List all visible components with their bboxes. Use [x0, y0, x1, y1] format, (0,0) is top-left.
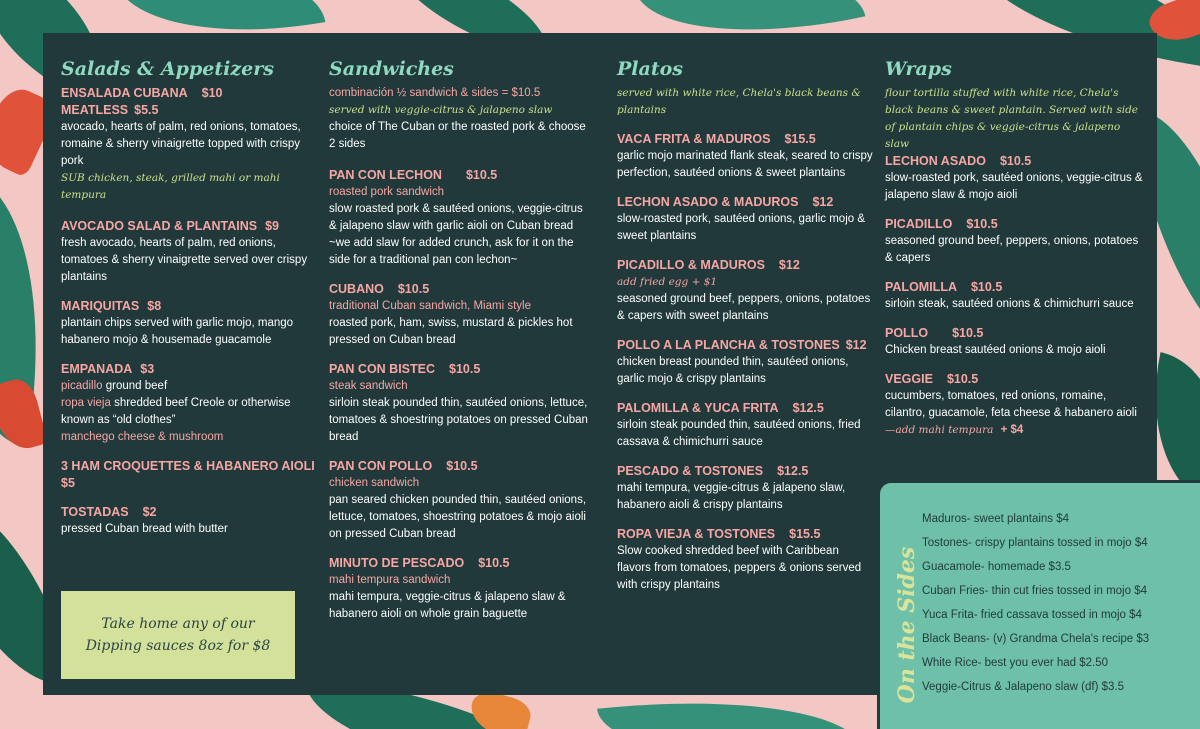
item-description: seasoned ground beef, peppers, onions, potatoes & capers — [885, 235, 1139, 264]
empanada-filling-desc: shredded beef Creole or otherwise known as “old clothes” — [61, 397, 291, 426]
menu-item — [329, 281, 593, 349]
wraps-note: flour tortilla stuffed with white rice, Chela's black beans & sweet plantain. Served with side of plantain chips & veggie-citrus & jalapeno slaw — [885, 87, 1139, 150]
item-name: PAN CON POLLO — [329, 459, 433, 473]
sandwiches-column — [329, 57, 593, 635]
item-price: $15.5 — [784, 132, 816, 146]
hibiscus-flower-decoration — [0, 375, 48, 454]
menu-item — [329, 555, 593, 623]
item-price: $10 — [201, 86, 223, 100]
item-description: Chicken breast sautéed onions & mojo aioli — [885, 344, 1106, 356]
item-description: seasoned ground beef, peppers, onions, potatoes & capers with sweet plantains — [617, 293, 871, 322]
salads-title: Salads & Appetizers — [61, 58, 274, 80]
item-description: chicken breast pounded thin, sautéed onions, garlic mojo & crispy plantains — [617, 356, 849, 385]
menu-item — [61, 458, 319, 492]
item-name: POLLO — [885, 326, 929, 340]
item-description: mahi tempura, veggie-citrus & jalapeno slaw, habanero aioli & crispy plantains — [617, 482, 846, 511]
menu-item — [329, 458, 593, 543]
menu-item — [617, 337, 875, 388]
item-name: PICADILLO & MADUROS — [617, 258, 765, 272]
item-price: $10.5 — [966, 217, 998, 231]
menu-item — [617, 400, 875, 451]
combo-text: combinación ½ sandwich & sides = $10.5 — [329, 87, 541, 99]
menu-item — [61, 504, 319, 538]
item-addon: add fried egg + $1 — [617, 276, 718, 288]
salads-column — [61, 57, 319, 550]
item-name: PESCADO & TOSTONES — [617, 464, 764, 478]
item-subtitle: chicken sandwich — [329, 477, 420, 489]
item-name: PALOMILLA — [885, 280, 957, 294]
item-price: $10.5 — [465, 168, 498, 182]
item-name: EMPANADA — [61, 362, 133, 376]
item-name: PALOMILLA & YUCA FRITA — [617, 401, 779, 415]
item-description: slow-roasted pork, sautéed onions, veggie-citrus & jalapeno slaw & mojo aioli — [885, 172, 1143, 201]
item-price: $12.5 — [792, 401, 824, 415]
menu-item — [885, 371, 1143, 439]
item-name: ROPA VIEJA & TOSTONES — [617, 527, 776, 541]
side-item: Tostones- crispy plantains tossed in mojo $4 — [922, 537, 1148, 549]
item-description: Slow cooked shredded beef with Caribbean flavors from tomatoes, peppers & onions served with crispy plantains — [617, 545, 862, 591]
item-subtitle: roasted pork sandwich — [329, 186, 445, 198]
sides-list — [922, 507, 1192, 699]
item-name: TOSTADAS — [61, 505, 129, 519]
combo-choice: choice of The Cuban or the roasted pork & choose 2 sides — [329, 121, 586, 150]
item-price: $8 — [147, 299, 162, 313]
item-price: $9 — [265, 219, 279, 233]
item-note: SUB chicken, steak, grilled mahi or mahi tempura — [61, 172, 280, 201]
item-name: PAN CON BISTEC — [329, 362, 436, 376]
item-price: $10.5 — [446, 459, 478, 473]
item-description: cucumbers, tomatoes, red onions, romaine, cilantro, guacamole, feta cheese & habanero aioli — [885, 390, 1137, 419]
item-description: sirloin steak, sautéed onions & chimichurri sauce — [885, 298, 1134, 310]
platos-title: Platos — [617, 58, 683, 80]
item-name: MARIQUITAS — [61, 299, 140, 313]
item-name: MINUTO DE PESCADO — [329, 556, 465, 570]
item-price: $12 — [778, 258, 800, 272]
item-name: VACA FRITA & MADUROS — [617, 132, 771, 146]
menu-item — [885, 216, 1143, 267]
sauce-promo-box — [61, 591, 295, 679]
item-price: $12 — [845, 338, 867, 352]
side-item: Maduros- sweet plantains $4 — [922, 513, 1070, 525]
item-price: $12.5 — [777, 464, 809, 478]
side-item: Guacamole- homemade $3.5 — [922, 561, 1071, 573]
item-description: roasted pork, ham, swiss, mustard & pickles hot pressed on Cuban bread — [329, 317, 573, 346]
menu-item — [617, 463, 875, 514]
sides-title: On the Sides — [894, 546, 920, 704]
empanada-filling: manchego cheese & mushroom — [61, 431, 224, 443]
item-description: fresh avocado, hearts of palm, red onions, tomatoes & sherry vinaigrette served over crispy plantains — [61, 237, 308, 283]
wraps-title: Wraps — [885, 58, 952, 80]
side-item: Cuban Fries- thin cut fries tossed in mojo $4 — [922, 585, 1147, 597]
item-name: POLLO A LA PLANCHA & TOSTONES — [617, 338, 840, 352]
item-description: slow-roasted pork, sautéed onions, garlic mojo & sweet plantains — [617, 213, 866, 242]
menu-item — [329, 361, 593, 446]
sandwiches-title: Sandwiches — [329, 58, 454, 80]
item-name: LECHON ASADO — [885, 154, 986, 168]
item-description: plantain chips served with garlic mojo, mango habanero mojo & housemade guacamole — [61, 317, 294, 346]
item-subtitle: steak sandwich — [329, 380, 408, 392]
side-item: White Rice- best you ever had $2.50 — [922, 657, 1109, 669]
item-description: pressed Cuban bread with butter — [61, 523, 228, 535]
item-description: sirloin steak pounded thin, sautéed onions, lettuce, tomatoes & shoestring potatoes on pressed Cuban bread — [329, 397, 588, 443]
side-item: Black Beans- (v) Grandma Chela's recipe $3 — [922, 633, 1150, 645]
menu-item — [617, 526, 875, 594]
menu-item — [617, 194, 875, 245]
item-name: ENSALADA CUBANA — [61, 86, 188, 100]
item-price: $10.5 — [952, 326, 984, 340]
item-price: $15.5 — [789, 527, 821, 541]
item-price: $5.5 — [134, 103, 159, 117]
item-description: pan seared chicken pounded thin, sautéed onions, lettuce, tomatoes, shoestring potatoes & mojo aioli on pressed Cuban bread — [329, 494, 587, 540]
item-addon: —add mahi tempura — [885, 424, 994, 436]
item-name: PICADILLO — [885, 217, 953, 231]
item-price: $10.5 — [478, 556, 510, 570]
item-description: avocado, hearts of palm, red onions, tomatoes, romaine & sherry vinaigrette topped with crispy pork — [61, 121, 301, 167]
item-name: CUBANO — [329, 282, 384, 296]
sandwiches-note: served with veggie-citrus & jalapeno slaw — [329, 104, 553, 116]
menu-item — [885, 153, 1143, 204]
menu-item — [61, 85, 319, 204]
item-name: 3 HAM CROQUETTES & HABANERO AIOLI — [61, 459, 315, 473]
menu-item — [885, 325, 1143, 359]
sauce-promo-text: Take home any of our Dipping sauces 8oz for $8 — [85, 616, 271, 654]
item-price: $10.5 — [397, 282, 430, 296]
item-subtitle: traditional Cuban sandwich, Miami style — [329, 300, 531, 312]
item-price: $10.5 — [449, 362, 481, 376]
sides-panel — [877, 480, 1200, 729]
item-description: sirloin steak pounded thin, sautéed onions, fried cassava & chimichurri sauce — [617, 419, 861, 448]
item-description: slow roasted pork & sautéed onions, veggie-citrus & jalapeno slaw with garlic aioli on Cuban bread ~we add slaw for added crunch, ask for it on the side for a traditional pan con lechon~ — [329, 203, 583, 266]
empanada-filling: picadillo — [61, 380, 103, 392]
item-price: $5 — [61, 476, 75, 490]
item-description: mahi tempura, veggie-citrus & jalapeno slaw & habanero aioli on whole grain baguette — [329, 591, 566, 620]
item-name: PAN CON LECHON — [329, 168, 442, 182]
platos-note: served with white rice, Chela's black beans & plantains — [617, 87, 861, 116]
menu-item — [885, 279, 1143, 313]
menu-item — [617, 131, 875, 182]
item-addon-price: + $4 — [1000, 424, 1024, 436]
item-name: LECHON ASADO & MADUROS — [617, 195, 799, 209]
item-name: AVOCADO SALAD & PLANTAINS — [61, 219, 258, 233]
item-price: $12 — [812, 195, 834, 209]
side-item: Veggie-Citrus & Jalapeno slaw (df) $3.5 — [922, 681, 1124, 693]
menu-item — [61, 218, 319, 286]
menu-item — [61, 298, 319, 349]
item-price: $3 — [140, 362, 155, 376]
item-price: $10.5 — [970, 280, 1003, 294]
side-item: Yuca Frita- fried cassava tossed in mojo $4 — [922, 609, 1142, 621]
platos-column — [617, 57, 875, 606]
menu-item — [329, 167, 593, 269]
wraps-column — [885, 57, 1143, 451]
item-description: garlic mojo marinated flank steak, seared to crispy perfection, sautéed onions & sweet plantains — [617, 150, 873, 179]
empanada-filling-desc: ground beef — [102, 380, 168, 392]
menu-item — [617, 257, 875, 325]
item-price: $2 — [142, 505, 157, 519]
empanada-filling: ropa vieja — [61, 397, 111, 409]
item-name: VEGGIE — [885, 372, 933, 386]
item-name: MEATLESS — [61, 103, 129, 117]
item-price: $10.5 — [999, 154, 1032, 168]
item-subtitle: mahi tempura sandwich — [329, 574, 451, 586]
menu-item — [61, 361, 319, 446]
item-price: $10.5 — [946, 372, 979, 386]
